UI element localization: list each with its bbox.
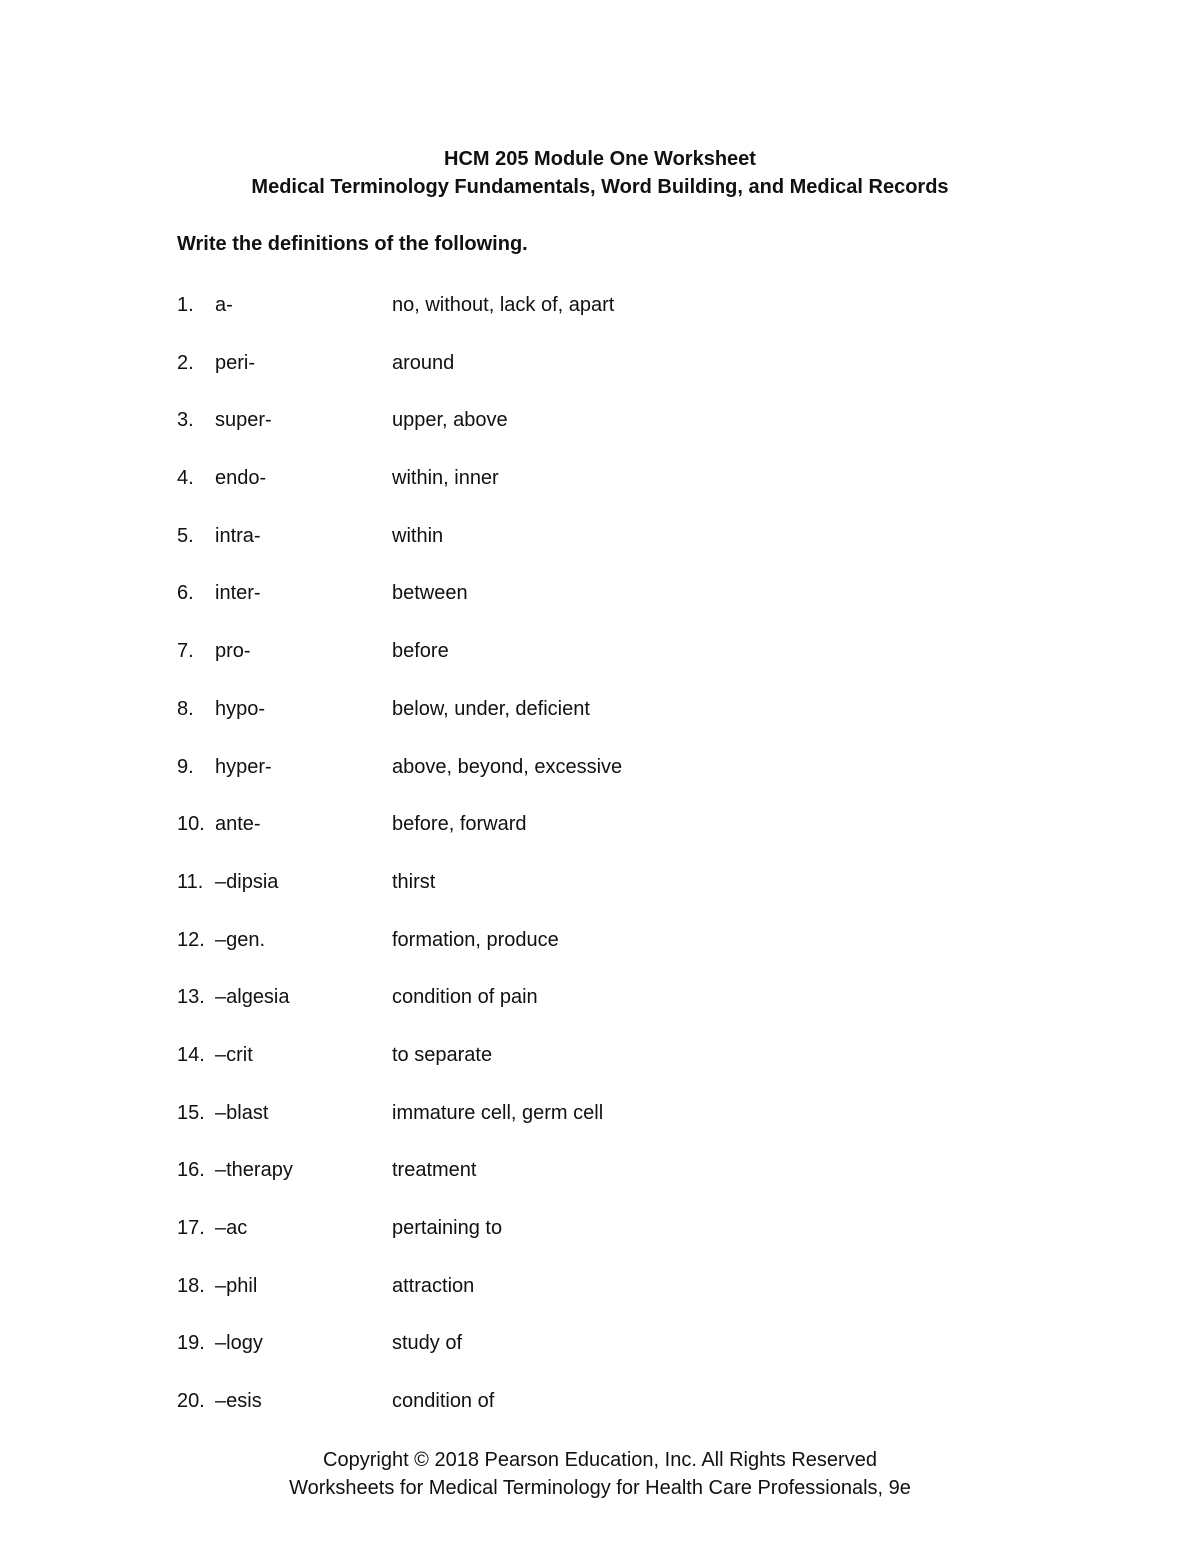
item-term: hypo- [215, 697, 266, 720]
item-term: –crit [215, 1043, 253, 1066]
item-definition: upper, above [392, 409, 508, 432]
list-item [177, 292, 1200, 318]
list-item [177, 984, 1200, 1010]
instruction-text: Write the definitions of the following. [177, 233, 528, 255]
item-number: 17. [177, 1217, 205, 1239]
item-term: hyper- [215, 755, 272, 778]
item-definition: study of [392, 1332, 463, 1355]
item-number: 3. [177, 409, 194, 432]
item-term: –dipsia [215, 870, 279, 893]
item-term: –phil [215, 1274, 258, 1297]
item-term: –ac [215, 1217, 248, 1239]
page-footer [0, 1446, 1200, 1502]
item-number: 15. [177, 1101, 205, 1124]
item-definition: thirst [392, 870, 436, 893]
item-number: 13. [177, 986, 205, 1009]
item-number: 6. [177, 582, 194, 605]
item-definition: to separate [392, 1043, 493, 1066]
list-item [177, 754, 1200, 780]
item-definition: before, forward [392, 813, 527, 836]
item-term: endo- [215, 467, 267, 490]
item-number: 10. [177, 813, 205, 836]
item-definition: around [392, 351, 455, 374]
item-definition: attraction [392, 1274, 475, 1297]
list-item [177, 1215, 1200, 1241]
item-definition: condition of pain [392, 986, 538, 1009]
list-item [177, 869, 1200, 895]
item-number: 8. [177, 697, 194, 720]
item-number: 1. [177, 294, 194, 316]
list-item [177, 407, 1200, 433]
item-term: pro- [215, 640, 251, 663]
list-item [177, 927, 1200, 953]
item-number: 11. [177, 870, 204, 893]
page-title [0, 145, 1200, 201]
item-definition: above, beyond, excessive [392, 755, 623, 778]
item-term: –algesia [215, 986, 290, 1009]
list-item [177, 1042, 1200, 1068]
page-title-line2: Medical Terminology Fundamentals, Word Building, and Medical Records [251, 176, 949, 198]
item-number: 18. [177, 1274, 205, 1297]
item-term: peri- [215, 351, 256, 374]
copyright-line: Copyright © 2018 Pearson Education, Inc. All Rights Reserved [323, 1448, 877, 1471]
item-term: inter- [215, 582, 261, 605]
item-definition: within [392, 524, 444, 547]
item-number: 20. [177, 1390, 205, 1413]
item-definition: pertaining to [392, 1217, 503, 1239]
item-term: –logy [215, 1332, 263, 1355]
item-term: a- [215, 294, 233, 316]
item-definition: formation, produce [392, 928, 559, 951]
list-item [177, 580, 1200, 606]
page-title-line1: HCM 205 Module One Worksheet [444, 148, 756, 170]
item-definition: no, without, lack of, apart [392, 294, 615, 316]
item-definition: below, under, deficient [392, 697, 590, 720]
list-item [177, 811, 1200, 837]
list-item [177, 465, 1200, 491]
definition-list [177, 292, 1200, 1414]
item-number: 4. [177, 467, 194, 490]
list-item [177, 1330, 1200, 1356]
item-term: ante- [215, 813, 261, 836]
item-term: –gen. [215, 928, 266, 951]
item-term: –therapy [215, 1159, 293, 1182]
item-number: 7. [177, 640, 194, 663]
item-definition: immature cell, germ cell [392, 1101, 604, 1124]
source-line: Worksheets for Medical Terminology for Health Care Professionals, 9e [289, 1476, 911, 1499]
item-definition: within, inner [392, 467, 499, 490]
item-number: 12. [177, 928, 205, 951]
item-term: –blast [215, 1101, 269, 1124]
list-item [177, 1100, 1200, 1126]
list-item [177, 638, 1200, 664]
list-item [177, 1388, 1200, 1414]
list-item [177, 696, 1200, 722]
item-definition: condition of [392, 1390, 495, 1413]
list-item [177, 1273, 1200, 1299]
list-item [177, 523, 1200, 549]
item-definition: treatment [392, 1159, 477, 1182]
item-term: intra- [215, 524, 261, 547]
item-term: –esis [215, 1390, 262, 1413]
list-item [177, 1157, 1200, 1183]
item-number: 2. [177, 351, 194, 374]
item-number: 9. [177, 755, 194, 778]
item-definition: between [392, 582, 468, 605]
item-number: 16. [177, 1159, 205, 1182]
item-definition: before [392, 640, 449, 663]
item-term: super- [215, 409, 272, 432]
item-number: 5. [177, 524, 194, 547]
list-item [177, 350, 1200, 376]
item-number: 14. [177, 1043, 205, 1066]
item-number: 19. [177, 1332, 205, 1355]
